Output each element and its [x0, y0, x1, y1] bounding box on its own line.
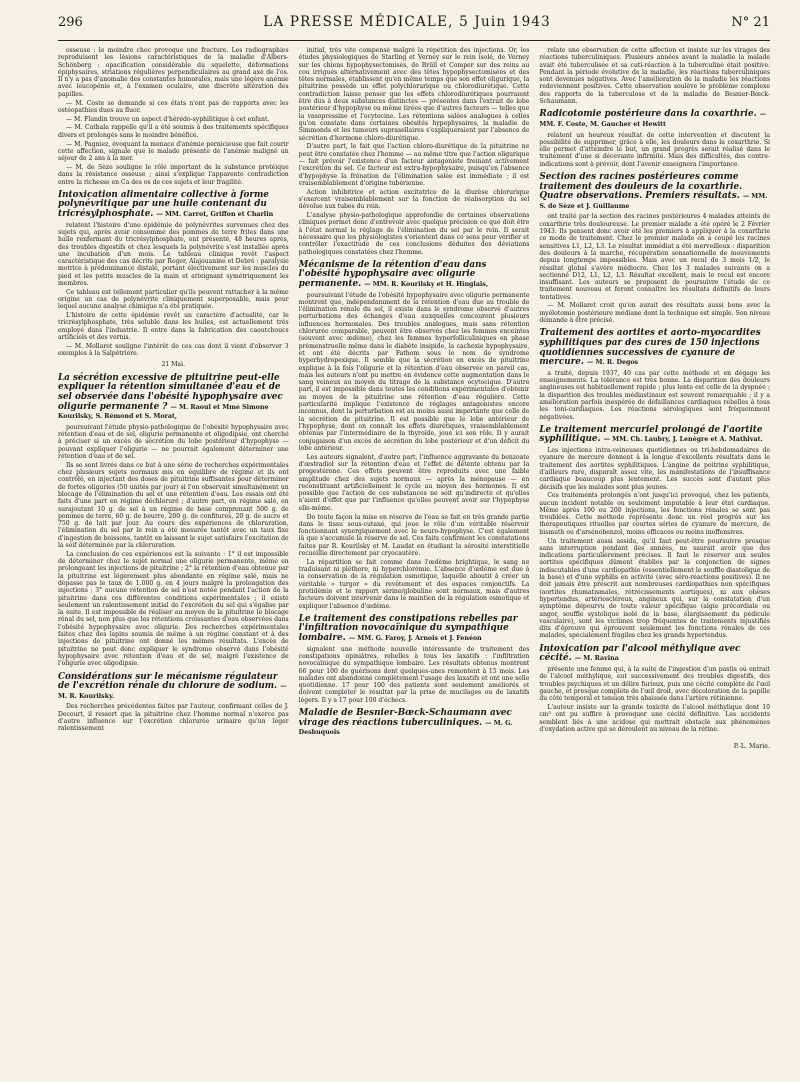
heading-title: Mécanisme de la rétention d'eau dans l'obésité hypophysaire avec oligurie permanente. [298, 259, 487, 289]
paragraph: signalent une méthode nouvelle intéressante de traitement des constipations opiniâtres, rebelles à tous les laxatifs : l'infiltration novocaïnique du sympathique lombaire. Les résultats obtenus montrent 66 pour 100 de guérisons dont quelques-unes remontent à 15 mois. Les malades ont abandonné complètement l'usage des laxatifs et ont une selle quotidienne. 17 pour 100 des patients sont seulement améliorés et doivent compléter le résultat par la prise de mucilages ou de laxatifs légers. Il y a 17 pour 100 d'échecs. [298, 645, 530, 704]
section-heading [58, 191, 289, 220]
paragraph: Les injections intra-veineuses quotidiennes ou tri-hebdomadaires de cyanure de mercure donnent à la longue d'excellents résultats dans le traitement des aortites syphilitiques. L'angine de poitrine syphilitique, d'ailleurs rare, disparaît assez vite, les manifestations de l'insuffisance cardiaque beaucoup plus lentement. Les succès sont d'autant plus décisifs que les malades sont plus jeunes. [539, 447, 771, 491]
paragraph: ont traité par la section des racines postérieures 4 malades atteints de coxarthrie très douloureuse. Le premier malade a été opéré le 2 Février 1943. Ils pensent donc avoir été les premiers à appliquer à la coxarthrie ce mode de traitement. Chez le premier malade on a coupé les racines sensitives L1, L2, L3. Le résultat immédiat a été merveilleux : disparition des douleurs à la marche, récupération sensationnelle de mouvements depuis longtemps impossibles. Mais avec un recul de 3 mois 1/2, le résultat global s'avère médiocre. Chez les 3 malades suivants on a sectionné D12, L1, L2, L3. Résultat excellent, mais le recul est encore insuffisant. Les auteurs se proposent de poursuivre l'étude de ce traitement nouveau et feront connaître les résultats définitifs de leurs tentatives. [539, 213, 771, 301]
section-heading [539, 173, 770, 211]
issue-number: N° 21 [731, 15, 770, 30]
paragraph: poursuivant l'étude physio-pathologique de l'obésité hypophysaire avec rétention d'eau et de sel, oligurie permanente et oligodipsie, ont cherché à préciser si un excès de sécrétion du lobe postérieur d'hypophyse — pouvant expliquer l'oligurie — ne pourrait également déterminer une rétention d'eau et de sel. [58, 423, 289, 460]
section-heading [299, 615, 530, 644]
author-signature: P.-L. Marie. [733, 743, 771, 751]
page-number: 296 [58, 15, 83, 30]
paragraph: présente une femme qui, à la suite de l'ingestion d'un pastis où entrait de l'alcool méthylique, eut successivement des troubles digestifs, des troubles psychiques et un délire furieux, puis une cécité complète de l'œil gauche, et presque complète de l'œil droit, avec décoloration de la papille du côté temporal et tension très abaissée dans l'artère rétinienne. [539, 665, 771, 703]
paragraph: Ce tableau est tellement particulier qu'ils peuvent rattacher à la même origine un cas de polynévrite cliniquement superposable, mais pour lequel aucune analyse chimique n'a été pratiquée. [58, 288, 289, 311]
paragraph: — M. Cathala rappelle qu'il a été soumis à des traitements spécifiques divers et prolongés sans le moindre bénéfice. [58, 124, 289, 139]
paragraph: La conclusion de ces expériences est la suivante : 1° il est impossible de déterminer chez le sujet normal une oligurie permanente, même en prolongeant les injections de pituitrine ; 2° la rétention d'eau obtenue par la pituitrine est légèrement plus abondante en régime salé, mais ne dépasse pas le taux de 1.000 g. en 4 jours malgré la prolongation des injections ; 3° aucune rétention de sel n'est notée pendant l'action de la pituitrine dans ces différentes conditions expérimentales ; il existe seulement un ralentissement initial de l'excrétion du sel qui s'égalise par la suite. Il est impossible de réaliser au moyen de la pituitrine le blocage rénal du sel, non plus que les rétentions croissantes d'eau observées dans l'obésité hypophysaire avec oligurie. Des recherches expérimentales faites chez des lapins soumis de même à un régime constant et à des injections de pituitrine ont donné les mêmes résultats. L'excès de pituitrine ne peut donc expliquer le syndrome observé dans l'obésité hypophysaire avec rétention d'eau et de sel, malgré l'existence de l'oligurie avec oligodipsie. [58, 550, 289, 668]
heading-title: La sécrétion excessive de pituitrine peut-elle expliquer la rétention simultanée d'eau et de sel observée dans l'obésité hypophysaire avec oligurie permanente ? [58, 372, 283, 412]
column-1 [58, 47, 289, 1077]
heading-title: Intoxication alimentaire collective à forme polynévritique par une huile contenant du tricrésylphosphate. [58, 189, 269, 220]
heading-authors: — MM. S. de Sèze et J. Guillaume [539, 193, 768, 210]
heading-title: Section des racines postérieures comme traitement des douleurs de la coxarthrie. Quatre observations. Premiers résultats. [539, 172, 743, 202]
section-heading [299, 261, 530, 290]
paragraph: — M. de Sèze souligne le rôle important de la substance protéique dans la résistance osseuse ; ainsi s'explique l'apparente contradiction entre la richesse en Ca des os de ces sujets et leur fragilité. [58, 163, 289, 186]
heading-title: Considérations sur le mécanisme régulateur de l'excrétion rénale du chlorure de sodium. [58, 671, 278, 692]
paragraph: L'histoire de cette épidémie revêt un caractère d'actualité, car le tricrésylphosphate, très soluble dans les huiles, est actuellement très employé dans l'industrie. Il entre dans la fabrication des caoutchoucs artificiels et des vernis. [58, 312, 289, 342]
paragraph: Un traitement aussi assidu, qu'il faut peut-être poursuivre presque sans interruption pendant des années, ne saurait avoir que des indications particulièrement précises. Il faut le réserver aux seules aortites spécifiques dûment établies par la conjonction de signes indiscutables d'une cardiopathie (essentiellement le souffle diastolique de la base) et d'une syphilis en activité (avec séro-réactions positives). Il ne doit jamais être prescrit aux nombreuses cardiopathies non spécifiques (aortites rhumatismales, rétrécissements aortiques), ni aux obèses hypertendus, artérioscléreux, angineux qui, sur la constatation d'un symptôme dépourvu de toute valeur spécifique (algie précordiale ou angor, souffle systolique isolé de la base, élargissement du pédicule vasculaire), sont les victimes trop fréquentes de traitements injustifiés dits d'épreuve qui éprouvent seulement les fonctions rénales de ces malades, spécialement fragiles chez les grands hypertendus. [539, 537, 771, 640]
paragraph: — M. Pagniez, évoquant la menace d'anémie pernicieuse que fait courir cette affection, signale que le malade présente de l'anémie maligné un séjour de 2 ans à la mer. [58, 140, 289, 163]
paragraph: D'autre part, le fait que l'action chloro-diurétique de la pituitrine ne peut être constatée chez l'homme — au même titre que l'action oligurique — fait prévoir l'existence d'un facteur antagoniste freinant activement l'excrétion du sel. Ce facteur est extra-hypophysaire, puisqu'en l'absence d'hypophyse la frénation de l'élimination salée est immédiate ; il est vraisemblablement d'origine tubérienne. [298, 143, 530, 187]
paragraph: a traité, depuis 1937, 40 cas par cette méthode et en dégage les enseignements. La tolérance est très bonne. La disparition des douleurs angineuses est habituellement rapide ; plus lente est celle de la dyspnée ; la disparition des troubles médiastinaux est souvent remarquable ; il y a amélioration parfois inespérée de défaillances cardiaques rebelles à tous les toni-cardiaques. Les réactions sérologiques sont fréquemment négativées. [539, 369, 771, 421]
heading-title: Le traitement mercuriel prolongé de l'aortite syphilitique. [539, 424, 763, 445]
heading-authors: — M. R. Degos [587, 359, 639, 367]
heading-title: Le traitement des constipations rebelles par l'infiltration novocaïnique du sympathique lombaire. [298, 613, 518, 644]
heading-title: Radicotomie postérieure dans la coxarthrie. [539, 109, 757, 120]
heading-title: Maladie de Besnier-Bœck-Schaumann avec virage des réactions tuberculiniques. [298, 708, 512, 728]
heading-authors: — M. Raoul et Mme Simone Kourilsky, S. Rémond et S. Morat, [58, 403, 269, 421]
paragraph: Ces traitements prolongés n'ont jusqu'ici provoqué, chez les patients, aucun incident notable ou seulement imputable à leur état cardiaque. Même après 100 ou 200 injections, les fonctions rénales se sont pas troublées. Cette méthode représente donc un réel progrès sur les thérapeutiques rituelles par courtes séries de cyanure de mercure, de bismuth ou d'arsénobenzol, moins efficaces ou moins inoffensives. [539, 492, 771, 536]
section-heading [58, 673, 289, 702]
heading-authors: — MM. F. Coste, M. Gaucher et Hewitt [539, 111, 767, 128]
page-header [58, 14, 770, 41]
heading-authors: — MM. Carrot, Griffon et Charlin [156, 211, 274, 219]
paragraph: initial, très vite compensé malgré la répétition des injections. Or, les études physiologiques de Starling et Verney sur le rein isolé, de Verney sur les chiens hypophysectomisés, de Brüll et Comper sur des reins au cou irrigués alternativement avec des têtes hypophysectomisées et des têtes normales, établissent qu'en même temps que son effet oligurique, la pituitrine possède un effet polychlorurique ou chlorodiurétique. Cette contradiction laisse penser que les effets chlorodiurétiques pourraient être dus à deux substances distinctes — présentes dans l'extrait de lobe postérieur d'hypophyse ou même tirées que d'autres facteurs — telles que la vasopressine et l'ocytocine. Les rétentions salées analogues à celles qu'on constate dans certaines obésités hypophysaires, la maladie de Simmonds et les tumeurs suprasellaires s'expliqueraient par l'absence de sécrétion d'hormone chloro-diurétique. [298, 47, 530, 142]
paragraph: L'analyse physio-pathologique approfondie de certaines observations cliniques permet donc d'entrevoir avec quelque précision ce que doit être à l'état normal le réglage de l'élimination du sel par le rein. Il serait nécessaire que les physiologistes s'orientent dans ce sens pour vérifier et contrôler l'exactitude de ces conclusions déduites des déviations pathologiques constatées chez l'homme. [298, 212, 530, 256]
paragraph: L'auteur insiste sur la grande toxicité de l'alcool méthylique dont 10 cm³ ont pu suffire à provoquer une cécité définitive. Les accidents semblent liés à une acidose qui mettrait obstacle aux phénomènes d'oxydation active qui se déroulent au niveau de la rétine. [539, 703, 771, 733]
paragraph: — M. Mollaret croit qu'on aurait des résultats aussi bons avec la myélotomie postérieure médiane dont la technique est simple. Son niveau demande à être précisé. [539, 302, 771, 325]
paragraph: Ils se sont livrés dans ce but à une série de recherches expérimentales chez plusieurs sujets normaux mis en équilibre de régime et ils ont contrôlé, en injectant des doses de pituitrine suffisantes pour déterminer de fortes oliguries (50 unités par jour) si l'on observait simultanément un blocage de l'élimination du sel et une rétention d'eau. Les essais ont été faits d'une part en régime déchloruré ; d'autre part, en régime salé, en surajoutant 10 g. de sel à un régime de base comprenant 500 g. de pommes de terre, 60 g. de beurre, 200 g. de confitures, 20 g. de sucre et 750 g. de lait par jour. Au cours des expériences de chloruration, l'élimination du sel par le rein a été mesurée tantôt avec un taux fixe d'ingestion de boissons, tantôt en laissant le sujet satisfaire l'excitation de la soif déterminée par la chloruration. [58, 461, 289, 549]
paragraph: Do toute façon la mise en réserve de l'eau se fait en très grande partie dans le tissu sous-cutané, qui joue le rôle d'un véritable réservoir fonctionnant synergiquement avec le neuro-hypophyse. C'est également là que s'accumule la réserve de sel. Ces faits confirment les constatations faites par R. Kourilsky et M. Laudat en étudiant la sérosité interstitielle recueillie directement par cryocautère. [298, 513, 530, 557]
paragraph: Action inhibitrice et action excitatrice de la diurèse chlorurique s'exercent vraisemblablement sur la fonction de réabsorption du sel dévolue aux tubes du rein. [298, 188, 530, 211]
section-heading [539, 645, 770, 664]
section-heading [539, 426, 770, 445]
column-2 [299, 47, 530, 1077]
paragraph: Des recherches précédentes faites par l'auteur, confirmant celles de J. Decourt, il ressort que la pituitrine chez l'homme normal n'exerce pas d'autre influence sur l'excrétion chlorurée urinaire qu'un léger ralentissement [58, 703, 289, 733]
section-heading [299, 709, 530, 738]
heading-authors: — M. Ravina [574, 655, 619, 663]
heading-title: Traitement des aortites et aorto-myocardites syphilitiques par des cures de 150 injections quotidiennes successives de cyanure de mercure. [539, 328, 761, 368]
text-columns [58, 47, 770, 1077]
heading-authors: — MM. G. Faroy, J. Arnois et J. Fenéon [348, 635, 482, 643]
journal-title: LA PRESSE MÉDICALE, 5 Juin 1943 [263, 14, 551, 30]
heading-authors: — M. G. Desbuquois [298, 719, 513, 737]
paragraph: relate une observation de cette affection et insiste sur les virages des réactions tuberculiniques. Plusieurs années avant la maladie la malade avait été tuberculisée et sa cuti-réaction à la tuberculine était positive. Pendant la période évolutive de la maladie, les réactions tuberculiniques sont devenues négatives. Avec l'amélioration de la maladie les réactions redeviennent positives. Cette observation soulève le problème complexe des rapports de la tuberculose et de la maladie de Besnier-Bœck-Schaumann. [539, 47, 771, 106]
session-date: 21 Mai. [161, 361, 186, 369]
paragraph: relatent l'histoire d'une épidémie de polynévrites survenues chez des sujets qui, après avoir consommé des pommes de terre frites dans une huile renfermant du tricrésylphosphate, ont présenté, 48 heures après, des troubles digestifs et chez lesquels la polynévrite s'est installée après une incubation d'un mois. Le tableau clinique revêt l'aspect caractéristique des cas décrits par Roger, Alajouanine et Debré : paralysie motrice à prédominance distale, portant électivement sur les muscles du pied et les petits muscles de la main et atteignant symétriquement les membres. [58, 221, 289, 287]
paragraph: — M. Coste se demande si ces états n'ont pas de rapports avec les ostéopathies dues au fluor. [58, 99, 289, 114]
section-heading [58, 374, 289, 422]
heading-title: Intoxication par l'alcool méthylique avec cécité. [539, 643, 741, 664]
column-3 [539, 47, 770, 1077]
paragraph: osseuse : le moindre choc provoque une fracture. Les radiographies reproduisent les lésions caractéristiques de la maladie d'Albers-Schönberg : opacification considérable du squelette, déformations épiphysaires, striations régulières perpendiculaires au grand axe de l'os. Il n'y a pas d'anomalie des constantes humorales, mais une légère anémie avec leucopénie et, à l'examen oculaire, une discrète altération des papilles. [58, 47, 289, 98]
paragraph: La répartition se fait comme dans l'œdème brightique, le sang ne traduisant ni pléthore, ni hyperchlorémie. L'absence d'œdème est due à la conservation de la régulation osmotique, laquelle aboutit à créer un véritable « turgor » du revêtement et des espaces conjonctifs. La protidémie et le rapport sérine/globuline sont normaux, mais d'autres facteurs doivent intervenir dans le maintien de la régulation osmotique et expliquer l'absence d'œdème. [298, 558, 530, 610]
section-heading [539, 329, 770, 367]
paragraph: relatent un heureux résultat de cette intervention et discutent la possibilité de supprimer, grâce à elle, les douleurs dans la coxarthrie. Si elle permet d'atteindre le but, un grand progrès serait réalisé dans le traitement d'une si décevante infirmité. Mais des difficultés, des contre-indications sont à prévoir, dont l'avenir enseignera l'importance. [539, 131, 771, 168]
section-heading [539, 110, 770, 129]
paragraph: Les auteurs signalent, d'autre part, l'influence aggravante du benzoate d'œstradiol sur la rétention d'eau et l'effet de détente obtenu par la progestérone. Ces effets peuvent être reproduits avec une faible amplitude chez des sujets normaux — après la ménopause — en reconstituant artificiellement le cycle au moyen des hormones. Il est possible que l'action de ces substances ne soit qu'indirecte et qu'elles n'aient d'effet que par l'influence qu'elles peuvent avoir sur l'hypophyse elle-même. [298, 453, 530, 512]
heading-authors: — MM. Ch. Laubry, J. Lenègre et A. Mathivat. [603, 436, 763, 444]
heading-authors: — M. R. Kourilsky. [58, 683, 287, 700]
paragraph: poursuivant l'étude de l'obésité hypophysaire avec oligurie permanente montrent que, indépendamment de la rétention d'eau due au trouble de l'élimination rénale du sel, il existe dans le syndrome observé d'autres perturbations des échanges d'eau auxquelles concourent plusieurs influences hormonales. Des troubles analogues, mais sans rétention chlorurée comparable, peuvent être observés chez les femmes enceintes (souvent avec œdème), chez les femmes hyperfolliculiniques en phase prémenstruelle même dans le diabète insipide, la cachexie hypophysaire, et ont été décrits par Fathom sous le nom de syndrome hyperhydropexique. Il semble que la sécrétion en excès de pituitrine explique à la fois l'oligurie et la rétention d'eau observée en pareil cas, mais les auteurs n'ont pu mettre en évidence cette augmentation dans le sang veineux au moyen du titrage de la substance ocytocique. D'autre part, il est impossible dans toutes les conditions expérimentales d'obtenir au moyen de la pituitrine une rétention d'eau régulière. Cette particularité implique l'existence de réglages antagonistes encore inconnus, dont la perturbation est au moins aussi importante que celle de la sécrétion de pituitrine. Il est possible que le lobe antérieur de l'hypophyse, dont on connaît les effets diurétiques, vraisemblablement obtenus par l'intermédiaire de la thyroïde, joue ici son rôle. Il y aurait conjugaison d'un excès de sécrétion du lobe postérieur et d'un déficit du lobe antérieur. [298, 291, 530, 452]
paragraph: — M. Flandin trouve un aspect d'hérédo-syphilitique à cet enfant. [66, 115, 270, 123]
paragraph: — M. Mollaret souligne l'intérêt de ces cas dont il vient d'observer 3 exemples à la Salpêtrière. [58, 342, 289, 358]
heading-authors: — MM. R. Kourilsky et H. Hinglais, [364, 281, 489, 288]
